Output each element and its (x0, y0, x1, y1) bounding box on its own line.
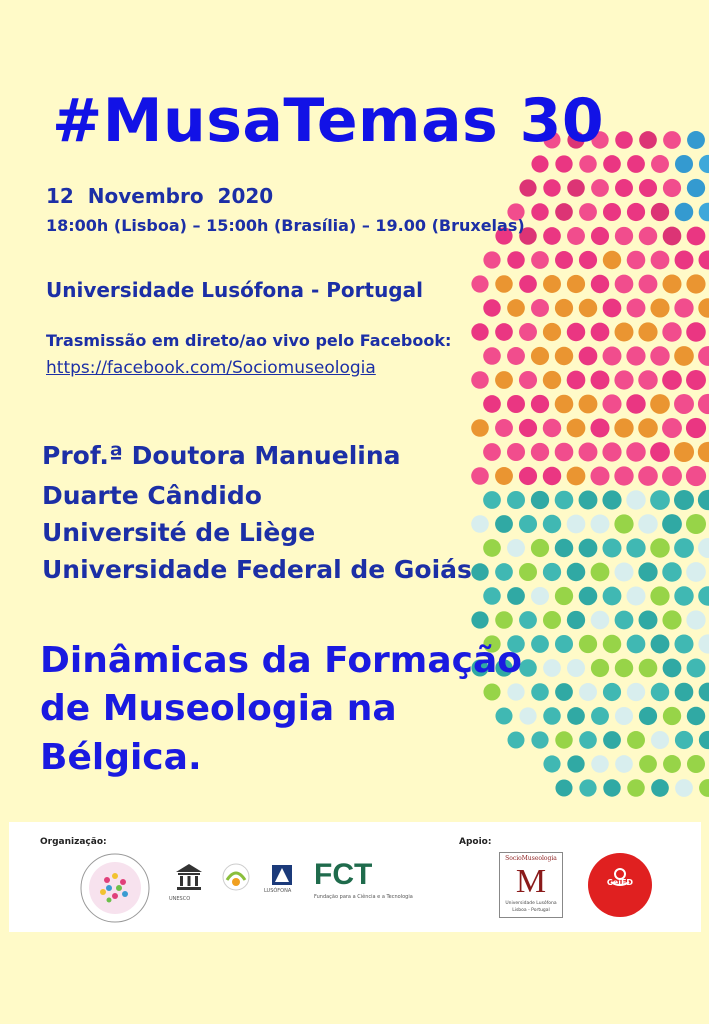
decorative-dot (627, 731, 645, 749)
decorative-dot (639, 755, 657, 773)
decorative-dot (638, 466, 658, 486)
decorative-dot (687, 227, 706, 246)
decorative-dot (674, 634, 693, 653)
decorative-dot (662, 562, 681, 581)
decorative-dot (471, 419, 489, 437)
unitwin-logo (221, 862, 251, 892)
decorative-dot (555, 635, 573, 653)
decorative-dot (531, 587, 549, 605)
decorative-dot (507, 587, 525, 605)
topic-line: Bélgica. (40, 737, 202, 778)
decorative-dot (638, 418, 658, 438)
decorative-dot (662, 370, 682, 390)
decorative-dot (507, 683, 524, 700)
decorative-dot (626, 442, 645, 461)
decorative-dot (543, 515, 561, 533)
decorative-dot (603, 155, 621, 173)
decorative-dot (663, 179, 681, 197)
decorative-dot (663, 659, 682, 678)
decorative-dot (639, 611, 658, 630)
decorative-dot (579, 251, 597, 269)
decorative-dot (627, 299, 646, 318)
decorative-dot (615, 275, 634, 294)
decorative-dot (639, 131, 657, 149)
event-date: 12 Novembro 2020 (46, 184, 274, 208)
decorative-dot (555, 587, 573, 605)
decorative-dot (471, 371, 489, 389)
event-title: #MusaTemas 30 (52, 86, 605, 156)
fct-caption: Fundação para a Ciência e a Tecnologia (314, 894, 413, 900)
decorative-dot (591, 323, 610, 342)
decorative-dot (662, 514, 682, 534)
decorative-dot (579, 731, 597, 749)
decorative-dot (543, 611, 561, 629)
decorative-dot (687, 179, 705, 197)
decorative-dot (627, 251, 646, 270)
decorative-dot (590, 466, 609, 485)
decorative-dot (662, 418, 682, 438)
decorative-dot (519, 179, 536, 196)
decorative-dot (639, 707, 657, 725)
lusofona-logo (271, 864, 293, 886)
decorative-dot (555, 779, 572, 796)
speaker-line: Universidade Federal de Goiás (42, 555, 472, 584)
decorative-dot (531, 731, 548, 748)
decorative-dot (699, 155, 709, 173)
decorative-dot (602, 394, 621, 413)
decorative-dot (687, 755, 705, 773)
decorative-dot (483, 299, 500, 316)
decorative-dot (698, 442, 709, 462)
decorative-dot (471, 563, 488, 580)
decorative-dot (591, 179, 609, 197)
decorative-dot (531, 155, 548, 172)
decorative-dot (567, 563, 586, 582)
lusofona-caption: LUSÓFONA (264, 888, 292, 894)
organization-label: Organização: (40, 837, 107, 847)
decorative-dot (626, 586, 645, 605)
decorative-dot (591, 755, 609, 773)
decorative-dot (567, 323, 585, 341)
decorative-dot (579, 491, 598, 510)
decorative-dot (519, 323, 537, 341)
decorative-dot (495, 323, 513, 341)
decorative-dot (602, 442, 621, 461)
decorative-dot (698, 634, 709, 653)
decorative-dot (531, 539, 549, 557)
sociomuseologia-m-mark: M (515, 863, 547, 900)
decorative-dot (699, 203, 709, 222)
decorative-dot (603, 587, 622, 606)
decorative-dot (603, 203, 621, 221)
decorative-dot (615, 659, 633, 677)
sociomuseology-seal-logo (79, 852, 151, 924)
decorative-dot (686, 514, 706, 534)
decorative-dot (543, 179, 560, 196)
decorative-dot (614, 466, 633, 485)
decorative-dot (579, 683, 597, 701)
decorative-dot (507, 491, 525, 509)
decorative-dot (674, 538, 694, 558)
event-venue: Universidade Lusófona - Portugal (46, 278, 423, 302)
decorative-dot (590, 418, 609, 437)
decorative-dot (567, 275, 585, 293)
decorative-dot (519, 467, 537, 485)
decorative-dot (579, 299, 597, 317)
unesco-caption: UNESCO (169, 896, 191, 902)
decorative-dot (603, 347, 622, 366)
sociomuseologia-logo (499, 852, 563, 918)
decorative-dot (483, 347, 501, 365)
decorative-dot (591, 659, 609, 677)
decorative-dot (567, 755, 584, 772)
decorative-dot (591, 707, 609, 725)
decorative-dot (507, 347, 525, 365)
decorative-dot (614, 514, 633, 533)
sociomuseologia-sub2: Lisboa - Portugal (512, 908, 550, 913)
decorative-dot (674, 394, 694, 414)
decorative-dot (555, 395, 574, 414)
decorative-dot (579, 539, 598, 558)
decorative-dot (579, 635, 597, 653)
decorative-dot (650, 442, 670, 462)
decorative-dot (543, 371, 561, 389)
decorative-dot (615, 227, 633, 245)
decorative-dot (686, 466, 706, 486)
decorative-dot (639, 227, 657, 245)
decorative-dot (483, 587, 501, 605)
decorative-dot (662, 466, 682, 486)
decorative-dot (483, 443, 501, 461)
decorative-dot (675, 683, 694, 702)
speaker-line: Duarte Cândido (42, 481, 262, 510)
decorative-dot (663, 755, 681, 773)
decorative-dot (615, 611, 634, 630)
decorative-dot (531, 395, 549, 413)
decorative-dot (674, 346, 694, 366)
decorative-dot (483, 395, 501, 413)
decorative-dot (531, 443, 549, 461)
decorative-dot (687, 707, 705, 725)
decorative-dot (627, 203, 645, 221)
decorative-dot (555, 539, 573, 557)
decorative-dot (614, 418, 633, 437)
decorative-dot (638, 514, 658, 534)
decorative-dot (591, 371, 610, 390)
decorative-dot (519, 707, 536, 724)
event-times: 18:00h (Lisboa) – 15:00h (Brasília) – 19.00 (Bruxelas) (46, 216, 525, 235)
decorative-dot (698, 298, 709, 317)
decorative-dot (567, 611, 585, 629)
decorative-dot (471, 611, 488, 628)
ceied-caption: CeiED (606, 878, 634, 887)
unesco-logo (174, 862, 204, 892)
decorative-dot (471, 467, 489, 485)
decorative-dot (698, 538, 709, 558)
decorative-dot (543, 323, 561, 341)
decorative-dot (626, 490, 645, 509)
decorative-dot (650, 346, 669, 365)
decorative-dot (698, 490, 709, 510)
decorative-dot (567, 419, 586, 438)
decorative-dot (675, 155, 693, 173)
decorative-dot (495, 419, 513, 437)
decorative-dot (495, 611, 513, 629)
decorative-dot (663, 227, 682, 246)
decorative-dot (662, 274, 681, 293)
decorative-dot (650, 394, 670, 414)
decorative-dot (686, 418, 706, 438)
topic-line: de Museologia na (40, 688, 397, 729)
decorative-dot (555, 443, 574, 462)
decorative-dot (602, 538, 621, 557)
decorative-dot (614, 562, 633, 581)
decorative-dot (567, 467, 586, 486)
decorative-dot (638, 562, 657, 581)
decorative-dot (603, 299, 622, 318)
decorative-dot (531, 635, 549, 653)
decorative-dot (543, 707, 561, 725)
decorative-dot (555, 203, 573, 221)
decorative-dot (555, 299, 573, 317)
decorative-dot (662, 610, 681, 629)
decorative-dot (615, 707, 633, 725)
decorative-dot (555, 155, 572, 172)
decorative-dot (699, 731, 709, 749)
decorative-dot (555, 347, 573, 365)
speaker-line: Université de Liège (42, 518, 316, 547)
decorative-dot (674, 586, 693, 605)
decorative-dot (686, 370, 706, 390)
decorative-dot (651, 635, 670, 654)
decorative-dot (650, 538, 670, 558)
decorative-dot (687, 131, 705, 149)
decorative-dot (638, 322, 657, 341)
decorative-dot (687, 659, 706, 678)
decorative-dot (615, 179, 633, 197)
decorative-dot (614, 370, 633, 389)
decorative-dot (698, 394, 709, 414)
decorative-dot (519, 563, 537, 581)
decorative-dot (567, 515, 586, 534)
fct-logo: FCT (314, 858, 373, 891)
decorative-dot (651, 731, 669, 749)
decorative-dot (591, 563, 610, 582)
facebook-link[interactable]: https://facebook.com/Sociomuseologia (46, 358, 376, 378)
decorative-dot (650, 298, 669, 317)
decorative-dot (519, 371, 537, 389)
speaker-line: Prof.ª Doutora Manuelina (42, 441, 401, 470)
decorative-dot (543, 659, 561, 677)
decorative-dot (519, 275, 537, 293)
decorative-dot (651, 683, 669, 701)
decorative-dot (663, 131, 681, 149)
decorative-dot (579, 587, 598, 606)
decorative-dot (483, 491, 501, 509)
decorative-dot (675, 251, 694, 270)
decorative-dot (579, 395, 598, 414)
decorative-dot (543, 755, 560, 772)
decorative-dot (615, 755, 633, 773)
decorative-dot (626, 538, 645, 557)
sociomuseologia-sub1: Universidade Lusófona (505, 901, 557, 906)
decorative-dot (627, 155, 645, 173)
stream-label: Trasmissão em direto/ao vivo pelo Facebook: (46, 331, 452, 350)
decorative-dot (519, 611, 537, 629)
decorative-dot (531, 299, 549, 317)
decorative-dot (639, 179, 657, 197)
decorative-dot (483, 251, 500, 268)
decorative-dot (519, 515, 537, 533)
decorative-dot (627, 779, 645, 797)
decorative-dot (543, 227, 561, 245)
topic-line: Dinâmicas da Formação (40, 640, 522, 681)
decorative-dot (471, 323, 488, 340)
decorative-dot (698, 586, 709, 606)
decorative-dot (698, 250, 709, 269)
decorative-dot (675, 731, 693, 749)
decorative-dot (531, 683, 549, 701)
decorative-dot (591, 515, 610, 534)
decorative-dot (699, 779, 709, 797)
decorative-dot (651, 779, 669, 797)
decorative-dot (495, 563, 513, 581)
decorative-dot (626, 394, 645, 413)
decorative-dot (579, 203, 597, 221)
decorative-dot (531, 251, 549, 269)
decorative-dot (603, 731, 621, 749)
decorative-dot (495, 371, 513, 389)
decorative-dot (638, 370, 657, 389)
decorative-dot (626, 346, 645, 365)
sociomuseologia-caption: SocioMuseologia (505, 855, 557, 862)
decorative-dot (602, 490, 621, 509)
support-label: Apoio: (459, 837, 492, 847)
decorative-dot (591, 275, 609, 293)
decorative-dot (686, 562, 706, 582)
decorative-dot (567, 707, 585, 725)
decorative-dot (615, 131, 633, 149)
decorative-dot (519, 419, 537, 437)
decorative-dot (543, 563, 561, 581)
decorative-dot (686, 610, 705, 629)
decorative-dot (507, 731, 524, 748)
decorative-dot (627, 683, 645, 701)
decorative-dot (675, 779, 693, 797)
decorative-dot (686, 322, 706, 342)
decorative-dot (507, 395, 525, 413)
decorative-dot (650, 586, 669, 605)
decorative-dot (579, 443, 598, 462)
decorative-dot (675, 203, 693, 221)
decorative-dot (507, 299, 525, 317)
decorative-dot (495, 707, 512, 724)
decorative-dot (555, 251, 573, 269)
decorative-dot (531, 203, 548, 220)
decorative-dot (699, 683, 709, 702)
decorative-dot (483, 683, 500, 700)
decorative-dot (662, 322, 681, 341)
decorative-dot (531, 491, 549, 509)
decorative-dot (615, 323, 634, 342)
decorative-dot (603, 683, 621, 701)
decorative-dot (483, 539, 501, 557)
decorative-dot (579, 779, 596, 796)
decorative-dot (507, 539, 525, 557)
decorative-dot (603, 635, 622, 654)
decorative-dot (603, 251, 621, 269)
decorative-dot (591, 227, 609, 245)
decorative-dot (639, 275, 658, 294)
decorative-dot (543, 467, 561, 485)
decorative-dot (555, 491, 574, 510)
decorative-dot (495, 467, 513, 485)
decorative-dot (663, 707, 681, 725)
logo-bar (9, 822, 701, 932)
decorative-dot (674, 490, 694, 510)
decorative-dot (651, 155, 669, 173)
decorative-dot (495, 515, 513, 533)
decorative-dot (567, 179, 585, 197)
decorative-dot (531, 347, 549, 365)
decorative-dot (603, 779, 620, 796)
decorative-dot (686, 274, 705, 293)
decorative-dot (567, 227, 585, 245)
decorative-dot (555, 731, 572, 748)
decorative-dot (651, 251, 670, 270)
decorative-dot (651, 203, 669, 221)
decorative-dot (579, 155, 597, 173)
decorative-dot (495, 275, 512, 292)
decorative-dot (650, 490, 670, 510)
decorative-dot (567, 659, 585, 677)
decorative-dot (639, 659, 658, 678)
decorative-dot (591, 611, 610, 630)
decorative-dot (627, 635, 646, 654)
decorative-dot (674, 442, 694, 462)
decorative-dot (507, 443, 525, 461)
decorative-dot (507, 251, 524, 268)
decorative-dot (567, 371, 586, 390)
decorative-dot (471, 515, 489, 533)
decorative-dot (543, 275, 561, 293)
decorative-dot (555, 683, 573, 701)
decorative-dot (674, 298, 693, 317)
decorative-dot (579, 347, 598, 366)
decorative-dot (698, 346, 709, 366)
decorative-dot (471, 275, 488, 292)
decorative-dot (543, 419, 561, 437)
